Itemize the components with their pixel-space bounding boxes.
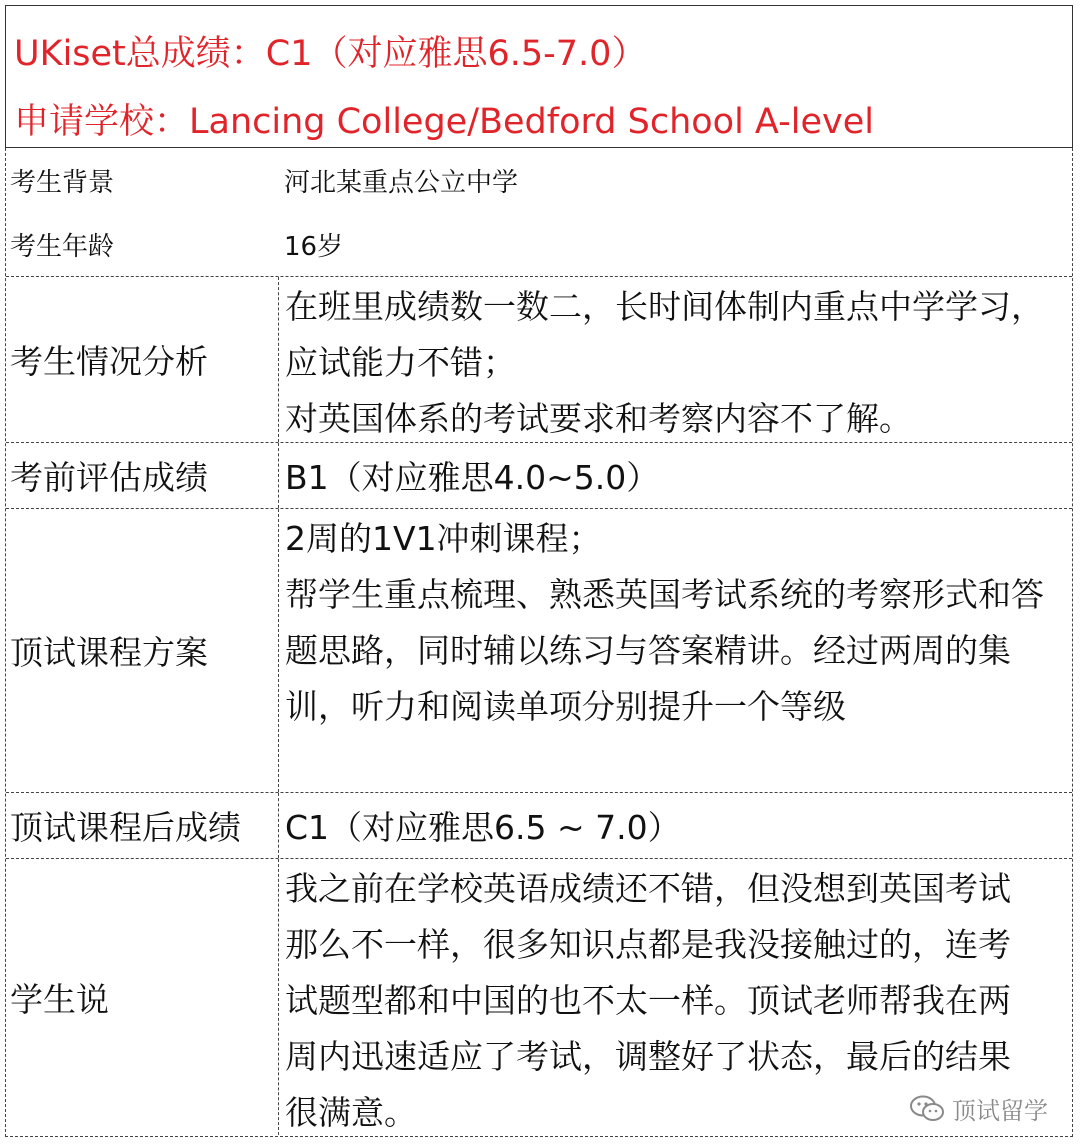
watermark-text: 顶试留学 — [952, 1097, 1048, 1125]
case-card — [5, 5, 1073, 1137]
target-schools-title: 申请学校：Lancing College/Bedford School A-level — [14, 102, 874, 142]
table-row-analysis — [6, 276, 1072, 442]
label-student-says: 学生说 — [10, 979, 109, 1019]
value-post-score: C1（对应雅思6.5 ~ 7.0） — [278, 793, 1072, 858]
table-row-background — [6, 148, 1072, 212]
value-plan: 2周的1V1冲刺课程； 帮学生重点梳理、熟悉英国考试系统的考察形式和答题思路，同时辅以练习与答案精讲。经过两周的集训，听力和阅读单项分别提升一个等级 — [278, 509, 1072, 792]
value-background: 河北某重点公立中学 — [284, 167, 519, 198]
value-analysis: 在班里成绩数一数二，长时间体制内重点中学学习，应试能力不错； 对英国体系的考试要求和考察内容不了解。 — [278, 277, 1072, 442]
wechat-icon — [910, 1095, 944, 1123]
header-box — [5, 5, 1073, 148]
value-student-says: 我之前在学校英语成绩还不错，但没想到英国考试那么不一样，很多知识点都是我没接触过的，连考试题型都和中国的也不太一样。顶试老师帮我在两周内迅速适应了考试，调整好了状态，最后的结果很满意。 — [278, 859, 1072, 1135]
info-table — [5, 148, 1073, 1137]
label-pre-score: 考前评估成绩 — [10, 458, 208, 497]
watermark — [910, 1091, 1048, 1126]
table-row-pre-score — [6, 442, 1072, 508]
value-age: 16岁 — [284, 231, 344, 262]
value-pre-score: B1（对应雅思4.0~5.0） — [278, 443, 1072, 508]
label-plan: 顶试课程方案 — [10, 633, 208, 672]
table-row-basic — [6, 148, 1072, 276]
table-row-age — [6, 212, 1072, 276]
table-row-post-score — [6, 792, 1072, 858]
overall-score-title: UKiset总成绩：C1（对应雅思6.5-7.0） — [14, 34, 647, 74]
table-row-plan — [6, 508, 1072, 792]
label-background: 考生背景 — [10, 167, 115, 198]
label-post-score: 顶试课程后成绩 — [10, 808, 241, 847]
label-age: 考生年龄 — [10, 231, 115, 262]
label-analysis: 考生情况分析 — [10, 342, 208, 381]
